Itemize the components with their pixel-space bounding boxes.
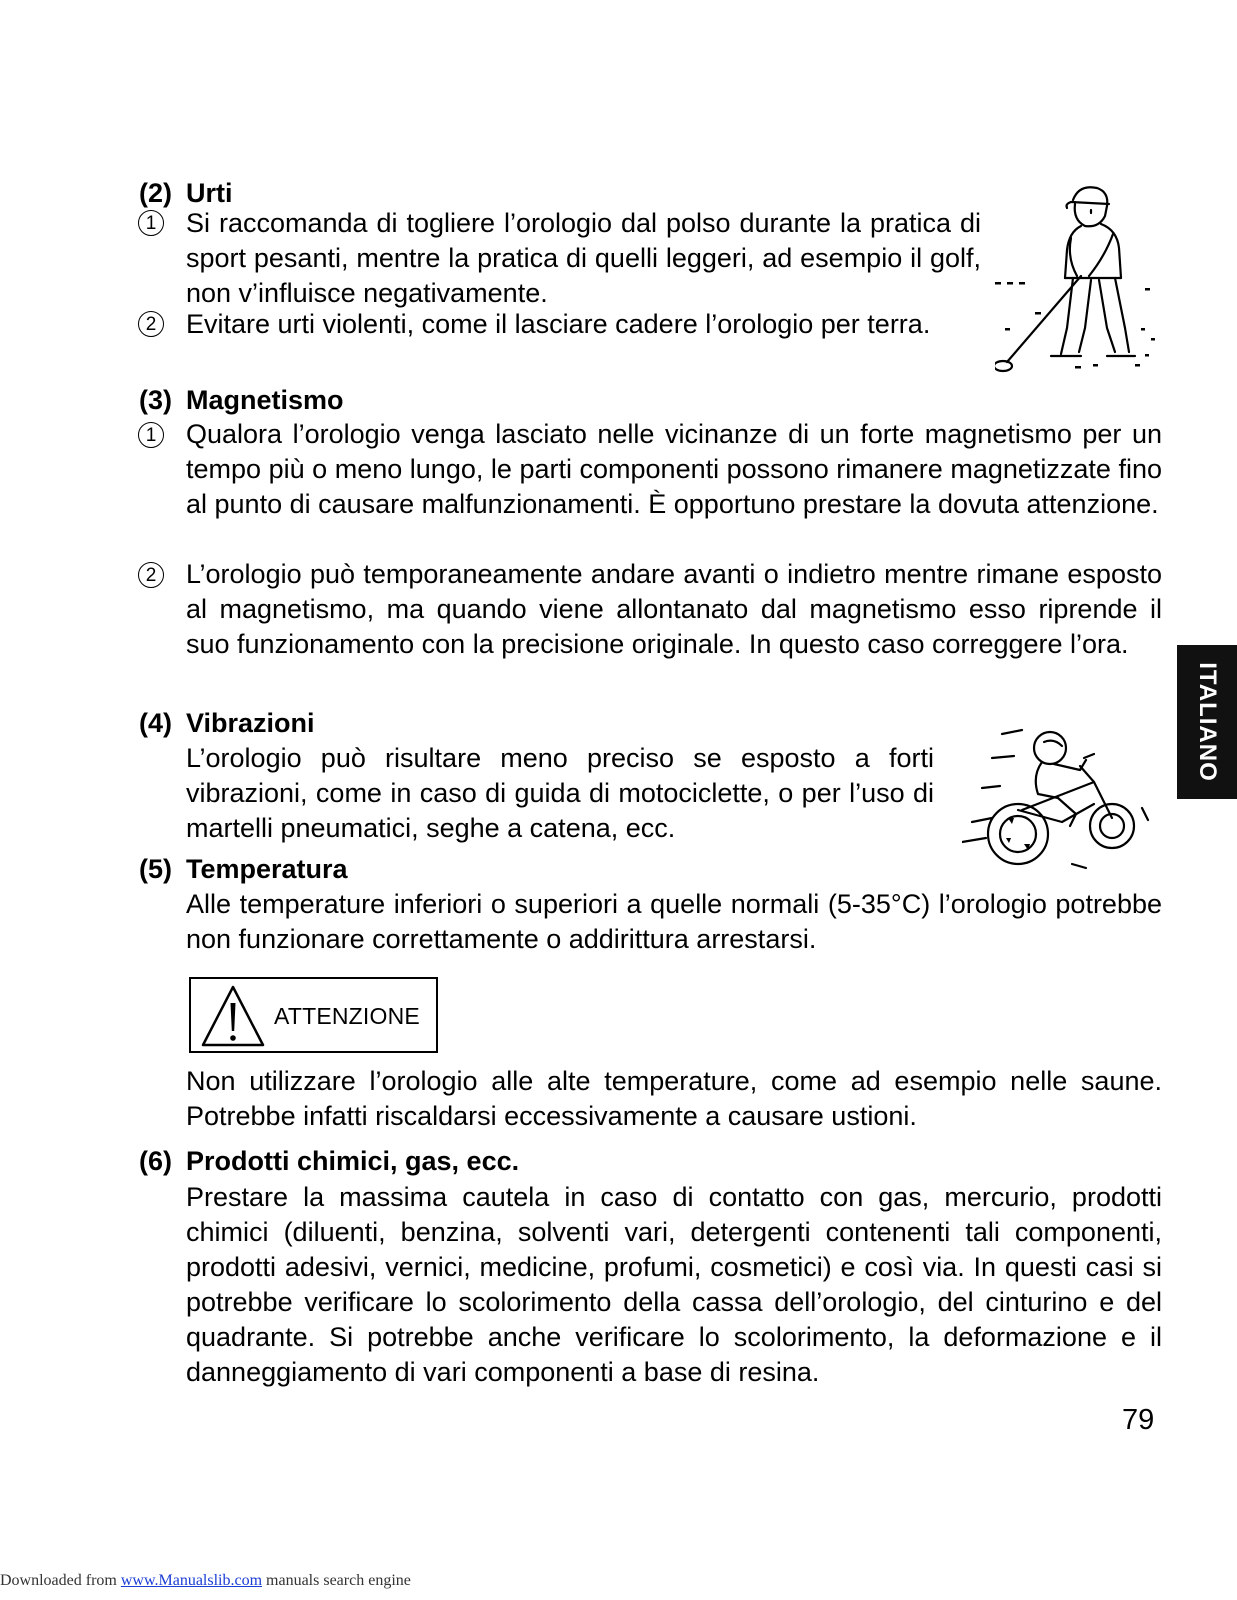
item-text: Evitare urti violenti, come il lasciare cadere l’orologio per terra. (186, 309, 931, 339)
language-side-tab (1177, 645, 1237, 799)
warning-box (189, 977, 438, 1053)
manualslib-link[interactable]: www.Manualslib.com (120, 1572, 263, 1589)
item-text: Si raccomanda di togliere l’orologio dal polso durante la pratica di sport pesanti, mentre la pratica di quelli leggeri, ad esempio il golf, non v’influisce negativamente. (186, 208, 981, 308)
footer-suffix: manuals search engine (262, 1572, 411, 1589)
item-marker: 2 (138, 311, 164, 337)
item-marker: 1 (138, 210, 164, 236)
section-heading-temperatura: (5) Temperatura (139, 854, 348, 884)
warning-text: Non utilizzare l’orologio alle alte temperature, come ad esempio nelle saune. Potrebbe infatti riscaldarsi eccessivamente a causare ustioni. (186, 1066, 1162, 1131)
language-label: ITALIANO (1194, 662, 1221, 782)
download-footer (0, 1572, 411, 1590)
section-text: Prestare la massima cautela in caso di contatto con gas, mercurio, prodotti chimici (diluenti, benzina, solventi vari, detergenti contenenti tali componenti, prodotti adesivi, vernici, medicine, profumi, cosmetici) e così via. In questi casi si potrebbe verificare lo scolorimento della cassa dell’orologio, del cinturino e del quadrante. Si potrebbe anche verificare lo scolorimento, la deformazione e il danneggiamento di vari componenti a base di resina. (186, 1182, 1162, 1387)
section-heading-magnetismo: (3) Magnetismo (139, 385, 344, 415)
item-marker: 1 (138, 422, 164, 448)
warning-label: ATTENZIONE (274, 1003, 420, 1029)
section-text: L’orologio può risultare meno preciso se esposto a forti vibrazioni, come in caso di guida di motociclette, o per l’uso di martelli pneumatici, seghe a catena, ecc. (186, 743, 934, 843)
warning-triangle-icon (201, 985, 265, 1047)
item-text: L’orologio può temporaneamente andare avanti o indietro mentre rimane esposto al magnetismo, ma quando viene allontanato dal magnetismo esso riprende il suo funzionamento con la precisione originale. In questo caso correggere l’ora. (186, 559, 1162, 659)
motorcyclist-illustration (962, 718, 1162, 878)
item-marker: 2 (138, 562, 164, 588)
page-number: 79 (1122, 1404, 1155, 1436)
footer-prefix: Downloaded from (0, 1572, 121, 1589)
section-text: Alle temperature inferiori o superiori a quelle normali (5-35°C) l’orologio potrebbe non funzionare correttamente o addirittura arrestarsi. (186, 889, 1162, 954)
section-heading-urti: (2) Urti (139, 178, 233, 208)
section-heading-prodotti-chimici: (6) Prodotti chimici, gas, ecc. (139, 1146, 520, 1176)
golfer-illustration (995, 178, 1165, 383)
item-text: Qualora l’orologio venga lasciato nelle vicinanze di un forte magnetismo per un tempo più o meno lungo, le parti componenti possono rimanere magnetizzate fino al punto di causare malfunzionamenti. È opportuno prestare la dovuta attenzione. (186, 419, 1162, 519)
section-heading-vibrazioni: (4) Vibrazioni (139, 708, 315, 738)
